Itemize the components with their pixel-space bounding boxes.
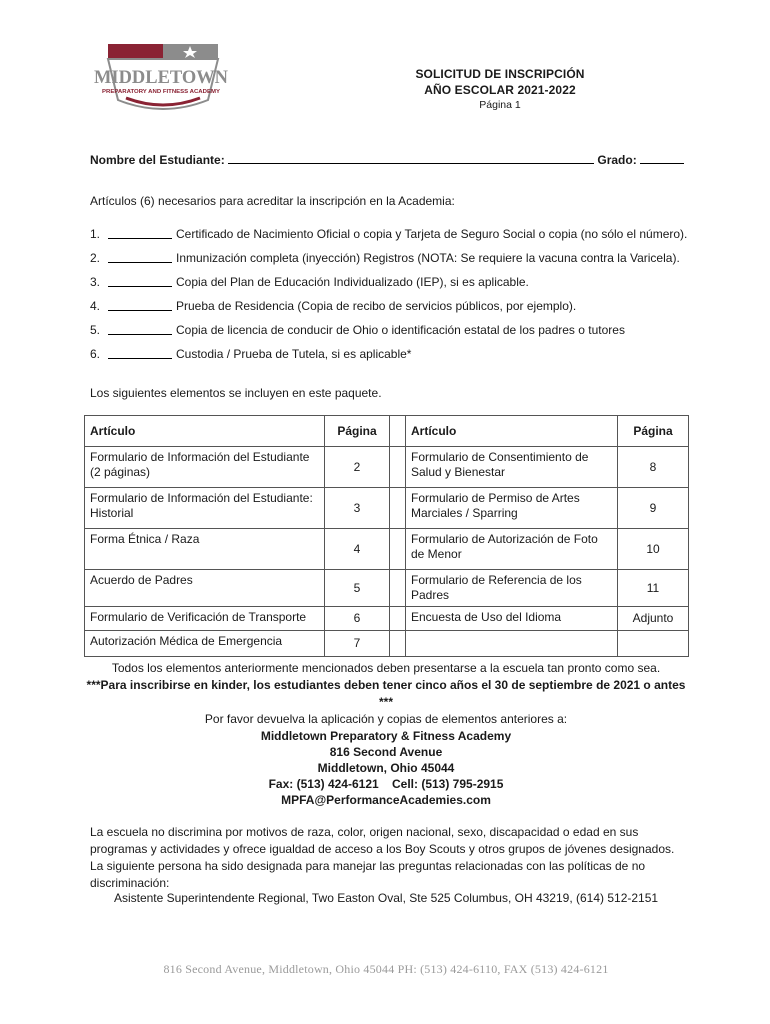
grade-field[interactable] (640, 152, 684, 164)
address-street: 816 Second Avenue (329, 745, 443, 759)
nondiscrimination-statement: La escuela no discrimina por motivos de raza, color, origen nacional, sexo, discapacidad o edad en sus programas y actividades y ofrece igualdad de acceso a los Boy Scouts y otros grupos de jóvenes designados. La siguiente persona ha sido designada para manejar las preguntas relacionadas con las políticas de no discriminación: (90, 825, 675, 890)
column-header-page: Página (618, 416, 689, 447)
kinder-notice: ***Para inscribirse en kinder, los estudiantes deben tener cinco años el 30 de septiembre de 2021 o antes *** (86, 678, 686, 709)
list-item: 1. Certificado de Nacimiento Oficial o copia y Tarjeta de Seguro Social o copia (no sólo el número). (90, 227, 688, 241)
academy-logo (86, 40, 236, 118)
column-header-page: Página (325, 416, 390, 447)
academy-name: Middletown Preparatory & Fitness Academy (260, 729, 512, 743)
page-footer: 816 Second Avenue, Middletown, Ohio 45044 PH: (513) 424-6110, FAX (513) 424-6121 (163, 962, 609, 976)
student-name-field[interactable] (228, 152, 594, 164)
table-row: Acuerdo de Padres 5 Formulario de Referencia de los Padres 11 (85, 570, 689, 607)
check-blank[interactable] (108, 346, 172, 359)
table-row: Forma Étnica / Raza 4 Formulario de Autorización de Foto de Menor 10 (85, 529, 689, 570)
address-phones: Fax: (513) 424-6121 Cell: (513) 795-2915 (268, 777, 504, 791)
table-row: Formulario de Verificación de Transporte 6 Encuesta de Uso del Idioma Adjunto (85, 607, 689, 631)
check-blank[interactable] (108, 322, 172, 335)
address-city: Middletown, Ohio 45044 (317, 761, 455, 775)
address-email: MPFA@PerformanceAcademies.com (281, 793, 491, 807)
column-header-item: Artículo (406, 416, 618, 447)
school-year: AÑO ESCOLAR 2021-2022 (424, 83, 576, 97)
check-blank[interactable] (108, 250, 172, 263)
notes-line-1: Todos los elementos anteriormente mencionados deben presentarse a la escuela tan pronto como sea. (111, 661, 661, 675)
table-row: Autorización Médica de Emergencia 7 (85, 631, 689, 657)
notes-line-3: Por favor devuelva la aplicación y copias de elementos anteriores a: (204, 712, 568, 726)
grade-label: Grado: (597, 153, 637, 167)
submission-notes (84, 660, 688, 728)
requirements-intro: Artículos (6) necesarios para acreditar la inscripción en la Academia: (90, 194, 455, 208)
list-item: 6. Custodia / Prueba de Tutela, si es aplicable* (90, 347, 412, 361)
form-title: SOLICITUD DE INSCRIPCIÓN (415, 67, 585, 81)
check-blank[interactable] (108, 226, 172, 239)
student-name-label: Nombre del Estudiante: (90, 153, 225, 167)
logo-name: MIDDLETOWN (94, 67, 229, 88)
table-header-row (85, 416, 689, 447)
list-item: 5. Copia de licencia de conducir de Ohio o identificación estatal de los padres o tutores (90, 323, 625, 337)
package-intro: Los siguientes elementos se incluyen en este paquete. (90, 386, 382, 400)
list-item: 4. Prueba de Residencia (Copia de recibo de servicios públicos, por ejemplo). (90, 299, 577, 313)
table-row: Formulario de Información del Estudiante: Historial 3 Formulario de Permiso de Artes Marciales / Sparring 9 (85, 488, 689, 529)
document-header (300, 66, 700, 113)
package-items-table (84, 415, 689, 657)
check-blank[interactable] (108, 274, 172, 287)
list-item: 3. Copia del Plan de Educación Individualizado (IEP), si es aplicable. (90, 275, 529, 289)
logo-subtitle: PREPARATORY AND FITNESS ACADEMY (102, 89, 221, 95)
return-address (84, 728, 688, 808)
student-info-row (90, 152, 684, 168)
shield-logo-icon (86, 40, 236, 118)
assistant-superintendent: Asistente Superintendente Regional, Two Easton Oval, Ste 525 Columbus, OH 43219, (614) 512-2151 (113, 891, 659, 905)
table-row: Formulario de Información del Estudiante (2 páginas) 2 Formulario de Consentimiento de Salud y Bienestar 8 (85, 447, 689, 488)
check-blank[interactable] (108, 298, 172, 311)
column-header-item: Artículo (85, 416, 325, 447)
list-item: 2. Inmunización completa (inyección) Registros (NOTA: Se requiere la vacuna contra la Varicela). (90, 251, 680, 265)
page-number: Página 1 (479, 99, 521, 111)
requirements-list (90, 226, 690, 370)
